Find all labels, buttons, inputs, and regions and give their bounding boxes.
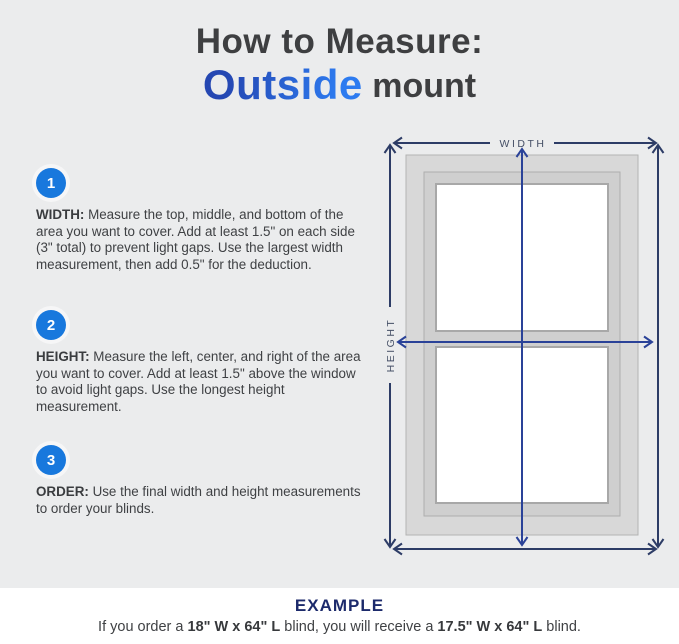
page-title: How to Measure:	[195, 22, 484, 61]
step-order	[36, 445, 366, 517]
height-label: HEIGHT	[385, 317, 397, 373]
received-size: 17.5" W x 64" L	[437, 619, 543, 635]
step-3-label: ORDER:	[36, 484, 89, 499]
step-2-badge: 2	[36, 310, 66, 340]
step-2-label: HEIGHT:	[36, 349, 90, 364]
step-1-text: WIDTH: Measure the top, middle, and bottom of the area you want to cover. Add at least 1.5" on each side (3" total) to prevent light gaps. Use the largest width measurement, then add 0.5" for the deduction.	[36, 207, 355, 272]
step-3-badge: 3	[36, 445, 66, 475]
step-width	[36, 168, 366, 273]
step-1-label: WIDTH:	[36, 207, 85, 222]
width-label: WIDTH	[499, 138, 547, 150]
step-2-text: HEIGHT: Measure the left, center, and right of the area you want to cover. Add at least 1.5" above the window to avoid light gaps. Use the longest height measurement.	[36, 349, 361, 414]
ordered-size: 18" W x 64" L	[187, 619, 281, 635]
window-measurement-diagram	[380, 131, 670, 576]
example-footer	[0, 588, 679, 644]
title-block	[0, 24, 679, 106]
step-height	[36, 310, 366, 415]
page-subtitle	[0, 61, 679, 108]
title-highlight: Outside	[202, 61, 363, 108]
bottom-measure-line	[394, 544, 656, 555]
title-suffix: mount	[372, 67, 477, 105]
example-heading: EXAMPLE	[294, 596, 385, 615]
right-measure-line	[653, 145, 664, 547]
height-measure-line	[385, 145, 398, 547]
step-3-text: ORDER: Use the final width and height measurements to order your blinds.	[36, 484, 361, 516]
step-1-badge: 1	[36, 168, 66, 198]
width-measure-line	[394, 138, 656, 151]
example-sentence: If you order a 18" W x 64" L blind, you will receive a 17.5" W x 64" L blind.	[98, 619, 581, 635]
